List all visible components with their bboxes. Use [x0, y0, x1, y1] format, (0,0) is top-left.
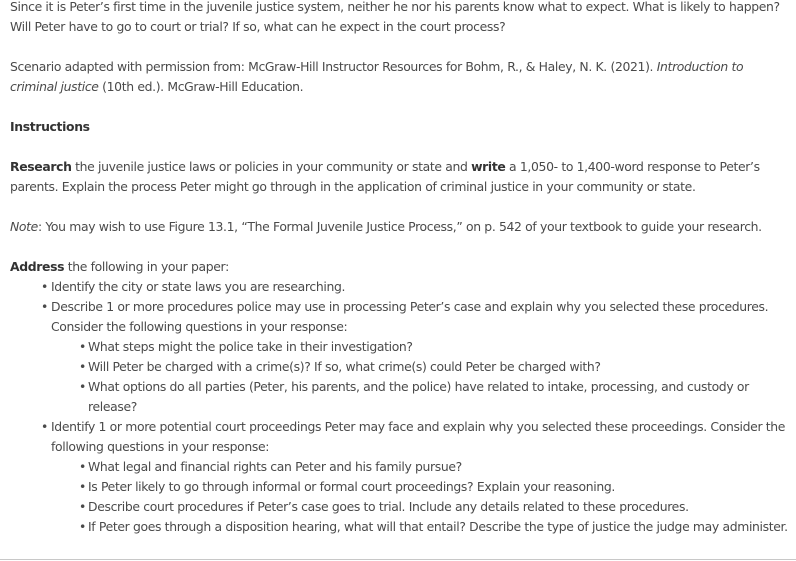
write-bold: write — [471, 159, 506, 174]
sublist — [51, 337, 790, 417]
instructions-heading: Instructions — [10, 119, 90, 134]
research-paragraph: Research the juvenile justice laws or policies in your community or state and write a 1,050- to 1,400-word response to Peter’s parents. Explain the process Peter might go through in the application of criminal justice in your community or state. — [10, 159, 760, 194]
list-item: • What options do all parties (Peter, his parents, and the police) have related to intake, processing, and custody or release? — [10, 377, 790, 417]
list-item: • Describe court procedures if Peter’s case goes to trial. Include any details related to these procedures. — [10, 497, 790, 517]
credit-suffix: (10th ed.). McGraw-Hill Education. — [98, 79, 304, 94]
credit-prefix: Scenario adapted with permission from: McGraw-Hill Instructor Resources for Bohm, R., & Haley, N. K. (2021). — [10, 59, 657, 74]
list-item: • Identify 1 or more potential court proceedings Peter may face and explain why you selected these proceedings. Consider the following questions in your response: • What legal and financial rights can Peter and his family pursue? • Is Peter likely to go through informal or formal court proceedings? Explain your reasoning. • Describe court procedures if Peter’s case goes to trial. Include any details related to these procedures. • If Peter goes through a disposition hearing, what will that entail? Describe the type of justice the judge may administer. — [10, 417, 790, 537]
list-item: • If Peter goes through a disposition hearing, what will that entail? Describe the type of justice the judge may administer. — [10, 517, 790, 537]
sublist — [51, 457, 790, 537]
list-item: • Is Peter likely to go through informal or formal court proceedings? Explain your reasoning. — [10, 477, 790, 497]
assignment-document — [10, 0, 790, 537]
address-paragraph: Address the following in your paper: — [10, 259, 229, 274]
list-item: • Will Peter be charged with a crime(s)? If so, what crime(s) could Peter be charged with? — [10, 357, 790, 377]
credit-paragraph — [10, 57, 790, 97]
book-title: Introduction to criminal justice — [10, 59, 744, 94]
list-item: • Describe 1 or more procedures police may use in processing Peter’s case and explain why you selected these procedures. Consider the following questions in your response: • What steps might the police take in their investigation? • Will Peter be charged with a crime(s)? If so, what crime(s) could Peter be charged with? • What options do all parties (Peter, his parents, and the police) have related to intake, processing, and custody or release? — [10, 297, 790, 417]
list-item: • Identify the city or state laws you are researching. — [10, 277, 790, 297]
requirements-list — [10, 277, 790, 537]
address-bold: Address — [10, 259, 65, 274]
list-item: • What steps might the police take in their investigation? — [10, 337, 790, 357]
research-bold: Research — [10, 159, 72, 174]
intro-paragraph: Since it is Peter’s first time in the juvenile justice system, neither he nor his parents know what to expect. What is likely to happen? Will Peter have to go to court or trial? If so, what can he expect in the court process? — [10, 0, 780, 34]
note-label: Note — [10, 219, 38, 234]
list-item: • What legal and financial rights can Peter and his family pursue? — [10, 457, 790, 477]
bottom-divider — [0, 559, 796, 560]
note-paragraph: Note: You may wish to use Figure 13.1, “The Formal Juvenile Justice Process,” on p. 542 of your textbook to guide your research. — [10, 219, 762, 234]
